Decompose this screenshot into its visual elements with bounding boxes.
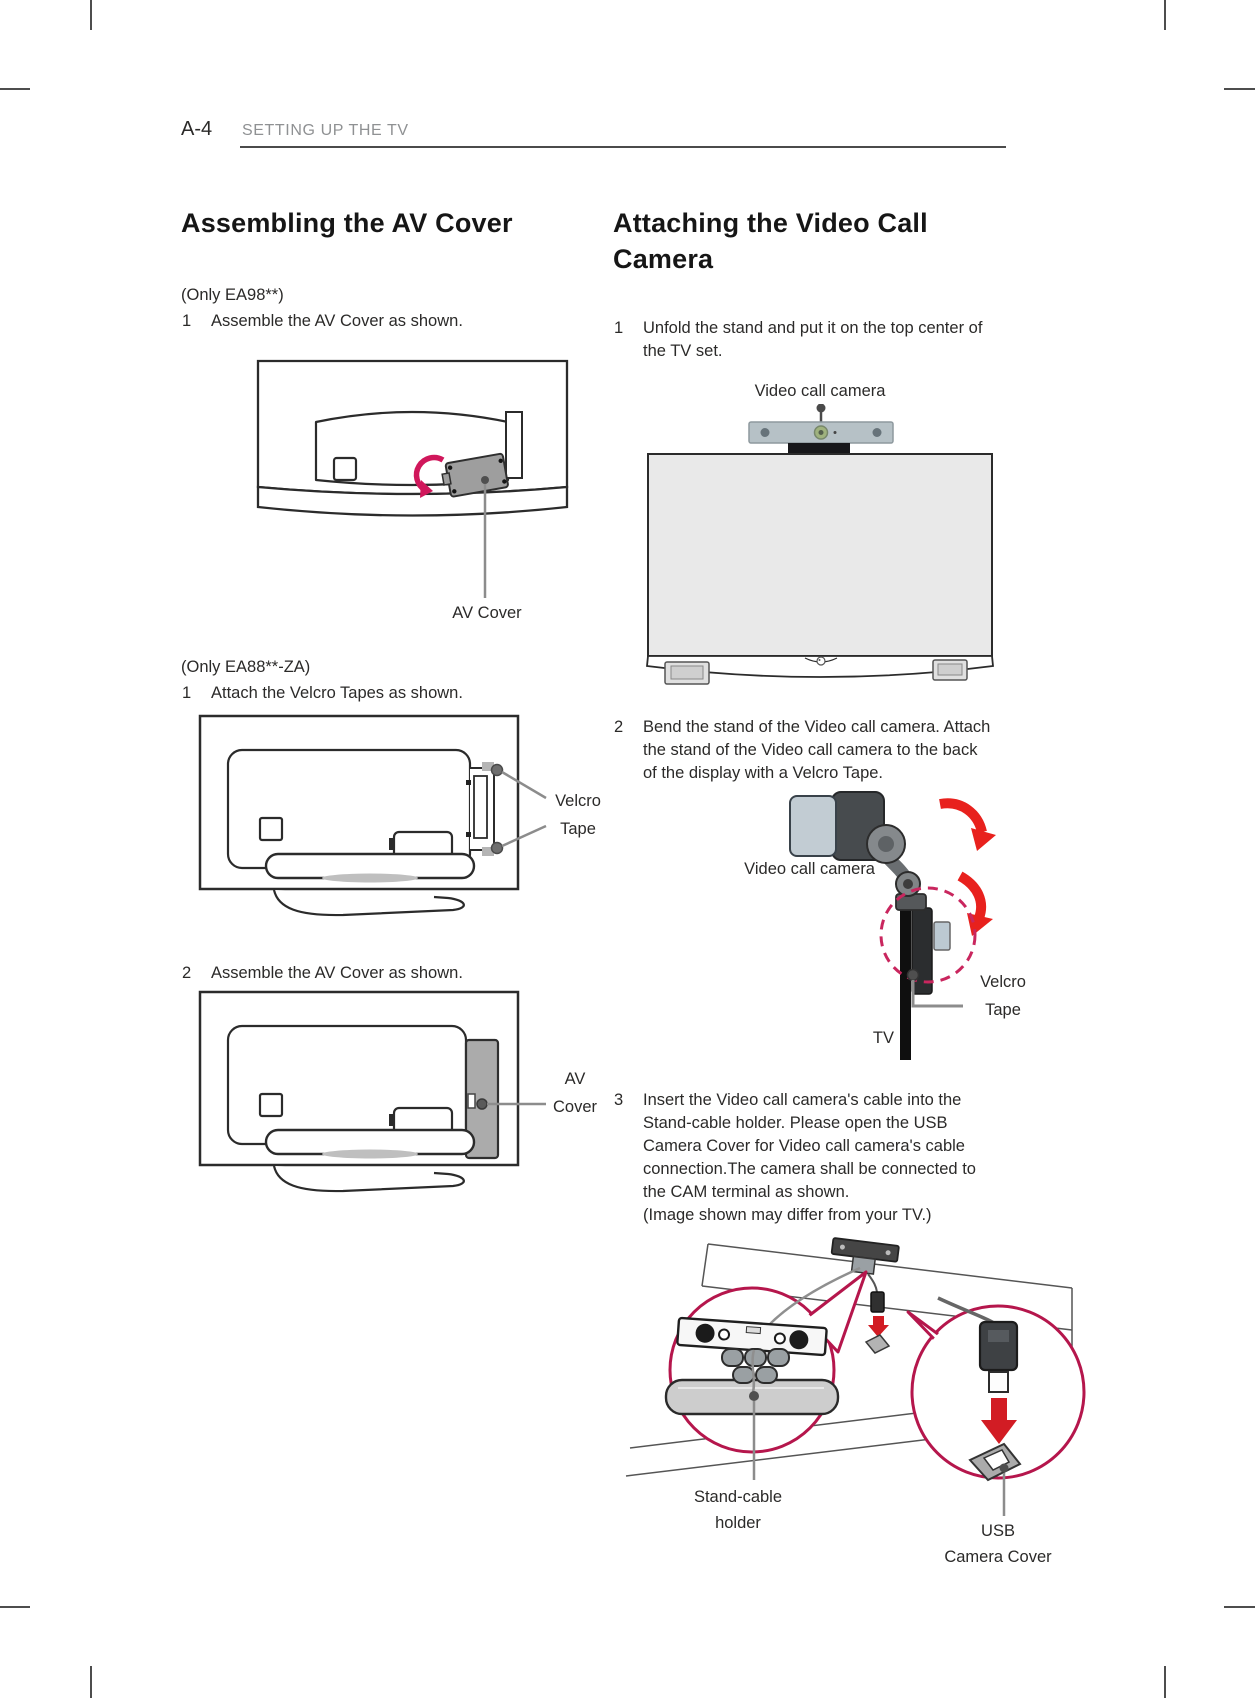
step-text: Assemble the AV Cover as shown. bbox=[211, 312, 463, 330]
step-number: 2 bbox=[182, 964, 192, 982]
crop-mark-bottom-left-v bbox=[90, 1666, 92, 1698]
left-step-3 bbox=[182, 962, 562, 985]
right-section-title: Attaching the Video Call Camera bbox=[613, 208, 928, 274]
step-number: 1 bbox=[614, 319, 624, 337]
bend-arrow-top bbox=[940, 803, 982, 832]
callout-dot bbox=[1000, 1464, 1009, 1473]
figure-cable-routing bbox=[608, 1228, 1088, 1520]
step-number: 1 bbox=[182, 684, 192, 702]
page-number: A-4 bbox=[181, 118, 213, 140]
model-note-ea88: (Only EA88**-ZA) bbox=[181, 658, 311, 676]
back-hole bbox=[334, 458, 356, 480]
stand-base bbox=[274, 890, 464, 915]
right-step-3 bbox=[614, 1089, 1014, 1227]
cable-through-hinge bbox=[753, 1350, 754, 1392]
stand-shade bbox=[322, 874, 418, 883]
velcro-dot-top bbox=[492, 765, 503, 776]
callout-dot bbox=[908, 970, 919, 981]
crop-mark-top-left-h bbox=[0, 88, 30, 90]
tv-edge-bar bbox=[900, 908, 911, 1060]
callout-label-tape-2: Tape bbox=[985, 1001, 1021, 1019]
crop-mark-top-right-v bbox=[1164, 0, 1166, 30]
callout-dot bbox=[749, 1391, 759, 1401]
side-slot bbox=[506, 412, 522, 478]
left-section-title: Assembling the AV Cover bbox=[181, 208, 513, 238]
model-note-ea98: (Only EA98**) bbox=[181, 286, 284, 304]
camera-cable bbox=[868, 1274, 877, 1292]
step-text: Bend the stand of the Video call camera. Attach the stand of the Video call camera to the back of the display with a Velcro Tape. bbox=[643, 718, 991, 782]
callout-label-av: AV bbox=[564, 1070, 586, 1088]
callout-label-av-cover-1: AV Cover bbox=[452, 604, 522, 622]
left-step-2 bbox=[182, 682, 562, 705]
step-text: Attach the Velcro Tapes as shown. bbox=[211, 684, 463, 702]
figure-velcro-tapes bbox=[198, 714, 560, 932]
lg-logo bbox=[817, 657, 825, 665]
callout-label-video-call-camera-top: Video call camera bbox=[754, 382, 886, 400]
stand-base bbox=[274, 1166, 464, 1191]
step-number: 2 bbox=[614, 718, 624, 736]
callout-label-velcro-2: Velcro bbox=[980, 973, 1026, 991]
camera-small bbox=[830, 1238, 899, 1277]
av-cover-slot bbox=[468, 1094, 475, 1108]
velcro-tape-tab bbox=[934, 922, 950, 950]
crop-mark-top-left-v bbox=[90, 0, 92, 30]
back-hole bbox=[260, 818, 282, 840]
crop-mark-bottom-right-h bbox=[1224, 1606, 1255, 1608]
insert-arrow-small bbox=[868, 1316, 889, 1337]
velcro-dot-bottom bbox=[492, 843, 503, 854]
figure-camera-on-tv bbox=[645, 404, 995, 696]
callout-label-holder: holder bbox=[715, 1514, 761, 1532]
usb-metal-tip bbox=[989, 1372, 1008, 1392]
step-number: 1 bbox=[182, 312, 192, 330]
callout-label-cover: Cover bbox=[552, 1098, 597, 1116]
header-rule bbox=[240, 146, 1006, 148]
step-text: Assemble the AV Cover as shown. bbox=[211, 964, 463, 982]
back-hole bbox=[260, 1094, 282, 1116]
crop-mark-bottom-left-h bbox=[0, 1606, 30, 1608]
callout-label-tv: TV bbox=[872, 1029, 894, 1047]
callout-dot bbox=[477, 1099, 487, 1109]
terminal-slot bbox=[474, 776, 487, 838]
camera-face bbox=[790, 796, 836, 856]
connector-notch bbox=[389, 838, 394, 850]
callout-label-usb: USB bbox=[981, 1522, 1015, 1540]
right-step-1 bbox=[614, 317, 1014, 363]
callout-label-tape: Tape bbox=[560, 820, 596, 838]
callout-label-stand-cable: Stand-cable bbox=[693, 1488, 783, 1506]
bend-arrow-bottom bbox=[960, 876, 981, 918]
chapter-title: SETTING UP THE TV bbox=[242, 122, 409, 139]
tv-screen bbox=[648, 454, 992, 656]
step-text: Unfold the stand and put it on the top center of the TV set. bbox=[643, 319, 983, 360]
usb-plug-small bbox=[871, 1292, 884, 1312]
step-number: 3 bbox=[614, 1091, 624, 1109]
figure-av-cover-ea88 bbox=[198, 990, 560, 1208]
callout-dot bbox=[481, 476, 489, 484]
figure-av-cover-ea98 bbox=[250, 358, 575, 608]
step-text: Insert the Video call camera's cable into the Stand-cable holder. Please open the USB Camera Cover for Video call camera's cable connection.The camera shall be connected to the CAM terminal as shown. (Image shown may differ from your TV.) bbox=[643, 1091, 976, 1224]
connector-notch bbox=[389, 1114, 394, 1126]
crop-mark-bottom-right-v bbox=[1164, 1666, 1166, 1698]
callout-label-video-call-camera: Video call camera bbox=[744, 860, 875, 878]
usb-plug-zoom bbox=[980, 1322, 1017, 1370]
left-step-1 bbox=[182, 310, 562, 333]
crop-mark-top-right-h bbox=[1224, 88, 1255, 90]
callout-label-velcro: Velcro bbox=[555, 792, 601, 810]
stand-shade bbox=[322, 1150, 418, 1159]
usb-cover-small bbox=[866, 1335, 889, 1353]
callout-label-camera-cover: Camera Cover bbox=[944, 1548, 1052, 1566]
right-step-2 bbox=[614, 716, 1014, 785]
